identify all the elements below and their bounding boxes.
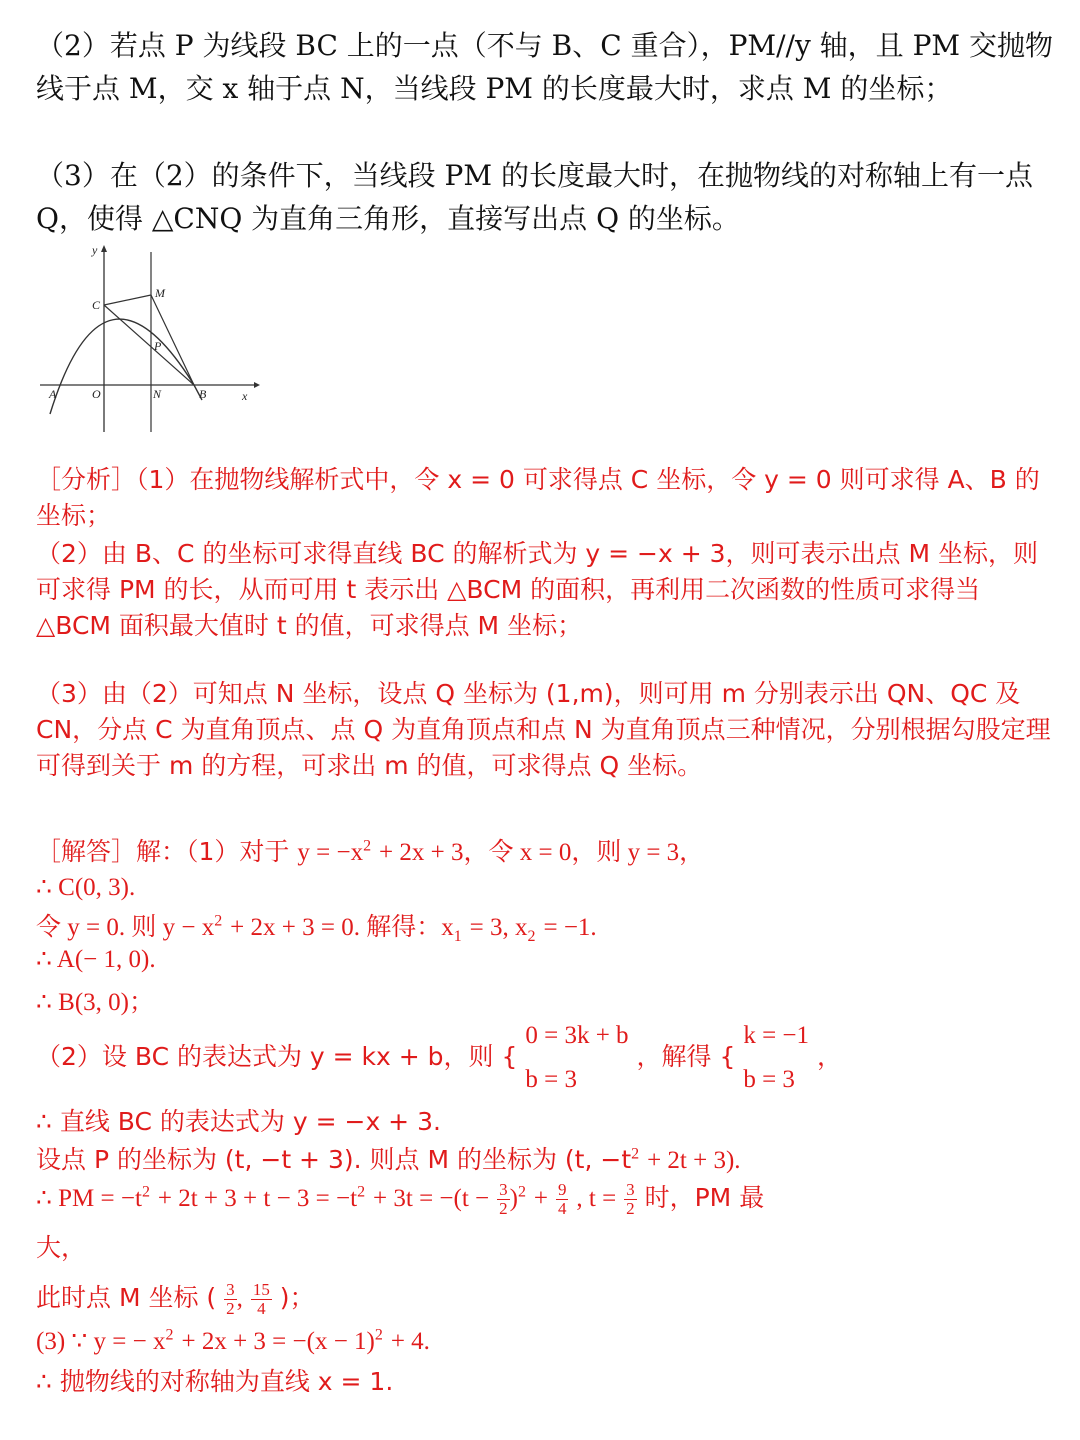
solution-line-12: (3) ∵ y = − $x^2 + 2x + 3 = -(x - 1)^2 + 4$.	[36, 1326, 430, 1355]
fraction-m-y: $\frac{15}{4}$	[252, 1279, 270, 1318]
parabola-figure	[36, 242, 266, 437]
fraction-three-halves: $\frac{3}{2}$	[499, 1179, 508, 1218]
line-bc	[104, 305, 194, 385]
fraction-nine-quarters: $\frac{9}{4}$	[557, 1179, 567, 1218]
label-o: O	[92, 387, 101, 401]
label-p: P	[154, 339, 162, 353]
solution-line-2: ∴ C(0, 3).	[36, 874, 136, 901]
solution-line-8: 设点 P 的坐标为 (t, −t + 3). 则点 M 的坐标为 (t, $-t^2 + 2t + 3$).	[36, 1145, 741, 1174]
analysis-part-1: ［分析］（1）在抛物线解析式中，令 x = 0 可求得点 C 坐标，令 y = 0 则可求得 A、B 的坐标；	[36, 465, 1040, 530]
analysis-part-2: （2）由 B、C 的坐标可求得直线 BC 的解析式为 y = −x + 3，则可表示出点 M 坐标，则可求得 PM 的长，从而可用 t 表示出 △BCM 的面积，再利用二次函数的性质可求得当 △BCM 面积最大值时 t 的值，可求得点 M 坐标；	[36, 539, 1039, 640]
solution-line-6: （2）设 BC 的表达式为 y = kx + b，则 { 0 = 3k + b b = 3 ，解得 { k = −1 b = 3 ，	[36, 1014, 842, 1102]
solution-line-13: ∴ 抛物线的对称轴为直线 x = 1.	[36, 1367, 394, 1396]
line-cm	[104, 295, 151, 305]
solution-line-11: 此时点 M 坐标 ( $\frac{3}{2}$ , $\frac{15}{4}$ )；	[36, 1279, 315, 1318]
label-n: N	[153, 387, 162, 401]
x-axis-arrow	[254, 382, 260, 388]
equation-system-2: k = −1 b = 3	[743, 1022, 810, 1093]
label-x: x	[242, 389, 248, 403]
solution-line-4: ∴ A(− 1, 0).	[36, 946, 156, 973]
analysis-part-3: （3）由（2）可知点 N 坐标，设点 Q 坐标为 (1,m)，则可用 m 分别表示出 QN、QC 及 CN，分点 C 为直角顶点、点 Q 为直角顶点和点 N 为直角顶点三种情况，分别根据勾股定理可得到关于 m 的方程，可求出 m 的值，可求得点 Q 坐标。	[36, 679, 1051, 780]
solution-line-9: ∴ PM = $-t^2 + 2t + 3 + t - 3 = -t^2 + 3t = -(t$ − $\frac{3}{2}$ )$^2$ + $\frac{9}{4}$ , t = $\frac{3}{2}$ 时，PM 最	[36, 1179, 765, 1218]
equation-system-1: 0 = 3k + b b = 3	[525, 1022, 629, 1093]
label-b: B	[199, 387, 207, 401]
fraction-t-value: $\frac{3}{2}$	[626, 1179, 635, 1218]
label-m: M	[155, 286, 165, 300]
y-axis-arrow	[101, 245, 107, 252]
parabola-curve	[50, 319, 202, 414]
solution-line-5: ∴ B(3, 0)；	[36, 989, 154, 1016]
question-part-3: （3）在（2）的条件下，当线段 PM 的长度最大时，在抛物线的对称轴上有一点 Q，使得 △CNQ 为直角三角形，直接写出点 Q 的坐标。	[36, 159, 1033, 235]
label-y: y	[92, 243, 98, 257]
solution-line-7: ∴ 直线 BC 的表达式为 y = −x + 3.	[36, 1107, 441, 1136]
solution-line-10: 大，	[36, 1233, 87, 1262]
solution-line-3: 令 y = 0. 则 $y - x^2 + 2x + 3 = 0$. 解得：$x_1 = 3$, $x_2 = -1$.	[36, 912, 597, 945]
label-a: A	[49, 387, 57, 401]
label-c: C	[92, 298, 101, 312]
solution-line-1: ［解答］解：（1）对于 $y = -x^2 + 2x + 3$，令 x = 0，则 y = 3，	[36, 837, 705, 866]
fraction-m-x: $\frac{3}{2}$	[226, 1279, 235, 1318]
question-part-2: （2）若点 P 为线段 BC 上的一点（不与 B、C 重合），PM//y 轴，且 PM 交抛物线于点 M，交 x 轴于点 N，当线段 PM 的长度最大时，求点 M 的坐标；	[36, 29, 1053, 105]
